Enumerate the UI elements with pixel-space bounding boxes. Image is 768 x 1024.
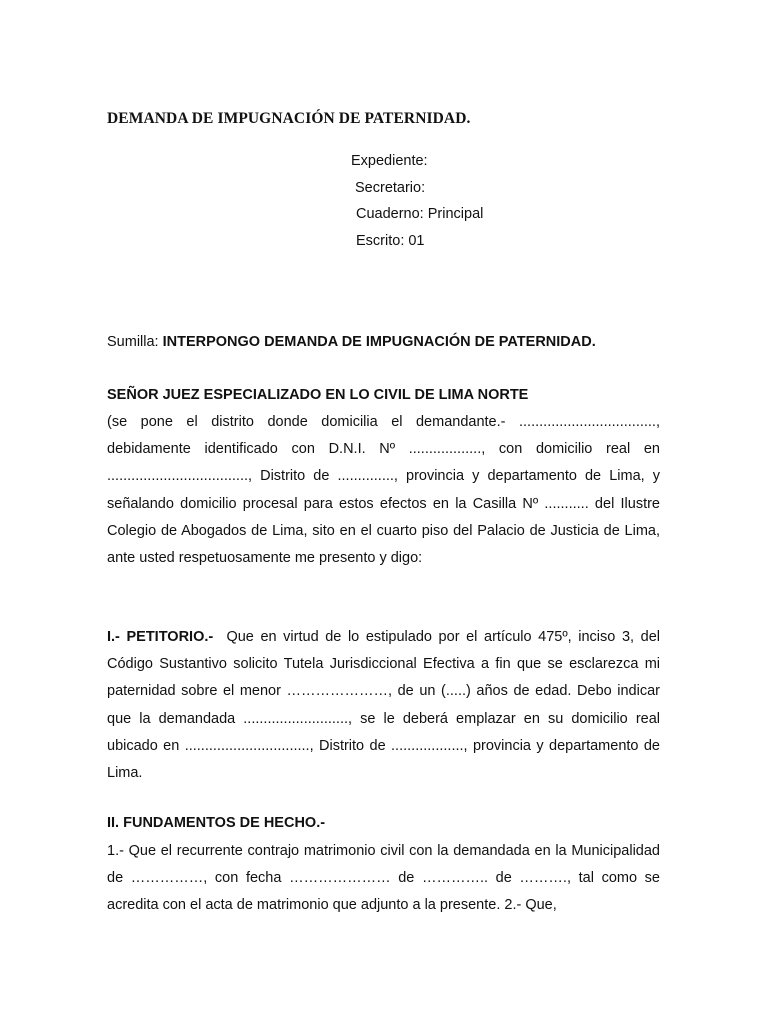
addressee-heading: SEÑOR JUEZ ESPECIALIZADO EN LO CIVIL DE LIMA NORTE <box>107 387 529 403</box>
intro-paragraph: (se pone el distrito donde domicilia el demandante.- .................................., debidamente identificado con D.N.I. Nº .................., con domicilio real en ..................................., Distrito de .............., provincia y departamento de Lima, y señalando domicilio procesal para estos efectos en la Casilla Nº ........... del Ilustre Colegio de Abogados de Lima, sito en el cuarto piso del Palacio de Justicia de Lima, ante usted respetuosamente me presento y digo: <box>107 414 660 567</box>
petitorio-paragraph <box>107 624 660 787</box>
secretario-line: Secretario: <box>355 179 426 196</box>
sumilla-label: Sumilla: <box>107 334 159 350</box>
escrito-line: Escrito: 01 <box>356 232 425 249</box>
fundamentos-paragraph: 1.- Que el recurrente contrajo matrimonio civil con la demandada en la Municipalidad de ……………, con fecha ………………… de ………….. de ………., tal como se acredita con el acta de matrimonio que adjunto a la presente. 2.- Que, <box>107 843 660 914</box>
case-metadata <box>351 148 483 254</box>
petitorio-heading: I.- PETITORIO.- <box>107 629 214 645</box>
sumilla-text: INTERPONGO DEMANDA DE IMPUGNACIÓN DE PATERNIDAD. <box>162 334 596 350</box>
fundamentos-heading: II. FUNDAMENTOS DE HECHO.- <box>107 815 326 831</box>
expediente-line: Expediente: <box>351 153 428 169</box>
document-title: DEMANDA DE IMPUGNACIÓN DE PATERNIDAD. <box>107 110 471 127</box>
petitorio-text: Que en virtud de lo estipulado por el artículo 475º, inciso 3, del Código Sustantivo solicito Tutela Jurisdiccional Efectiva a fin que se esclarezca mi paternidad sobre el menor …………………, de un (.....) años de edad. Debo indicar que la demandada .........................., se le deberá emplazar en su domicilio real ubicado en ..............................., Distrito de .................., provincia y departamento de Lima. <box>107 629 660 782</box>
cuaderno-line: Cuaderno: Principal <box>356 206 484 222</box>
sumilla-line <box>107 334 596 350</box>
